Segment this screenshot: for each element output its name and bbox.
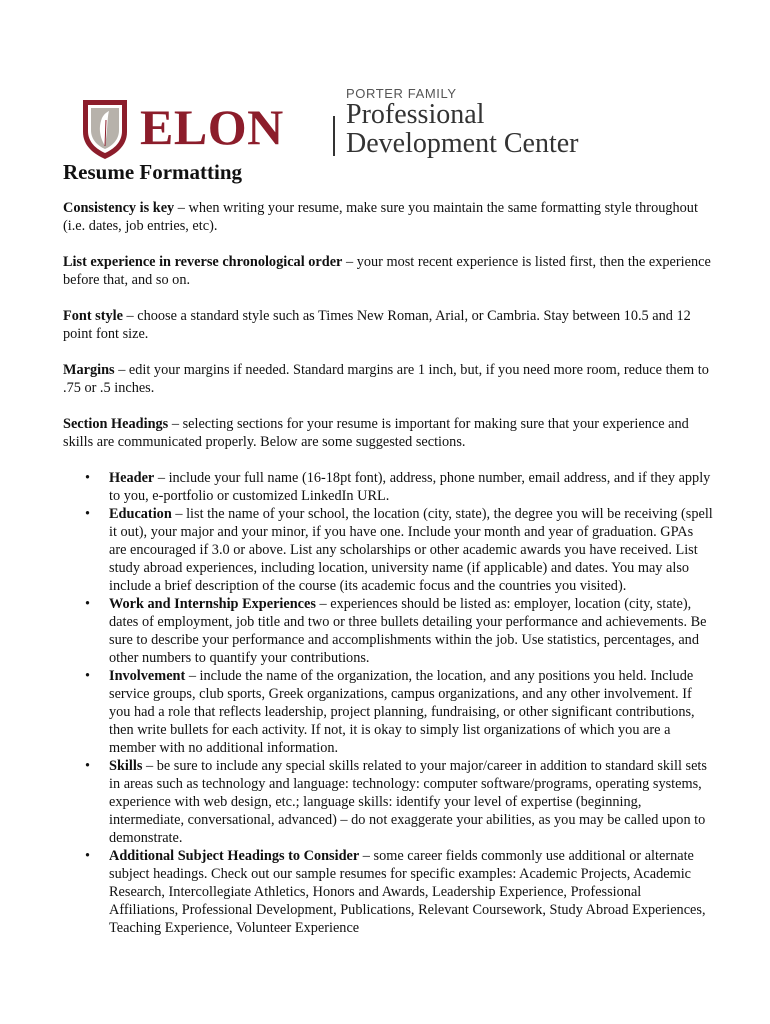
bullet-icon: • <box>85 506 91 522</box>
list-item-work-experience <box>63 595 713 667</box>
paragraph-lead: Consistency is key <box>63 200 175 216</box>
paragraph-lead: Section Headings <box>63 416 169 432</box>
paragraph-lead: Font style <box>63 308 123 324</box>
paragraph-lead: Margins <box>63 362 115 378</box>
paragraph-text: – selecting sections for your resume is important for making sure that your experience and skills are communicated properly. Below are some suggested sections. <box>63 416 689 450</box>
elon-shield-logo-icon <box>80 98 130 160</box>
paragraph-text: – choose a standard style such as Times New Roman, Arial, or Cambria. Stay between 10.5 and 12 point font size. <box>63 308 691 342</box>
paragraph-section-headings <box>63 415 713 451</box>
list-item-lead: Additional Subject Headings to Consider <box>109 848 360 864</box>
center-name-line2: Development Center <box>346 128 579 159</box>
paragraph-chronological <box>63 253 713 289</box>
list-item-text: – list the name of your school, the location (city, state), the degree you will be receiving (spell it out), your major and your minor, if you have one. Include your month and year of graduation. GPAs are encouraged if 3.0 or above. List any scholarships or other academic awards you have received. List study abroad experiences, including location, university name (if applicable) and dates. You may also include a brief description of the course (its academic focus and the countries you visited). <box>109 506 713 594</box>
bullet-icon: • <box>85 848 91 864</box>
list-item-lead: Header <box>109 470 155 486</box>
list-item-lead: Skills <box>109 758 143 774</box>
list-item-involvement <box>63 667 713 757</box>
list-item-education <box>63 505 713 595</box>
list-item-lead: Involvement <box>109 668 186 684</box>
paragraph-font-style <box>63 307 713 343</box>
list-item-lead: Work and Internship Experiences <box>109 596 316 612</box>
list-item-header <box>63 469 713 505</box>
porter-family-label: PORTER FAMILY <box>346 86 457 101</box>
bullet-icon: • <box>85 668 91 684</box>
elon-wordmark: ELON <box>140 99 284 155</box>
list-item-text: – be sure to include any special skills related to your major/career in addition to standard skill sets in areas such as technology and language: technology: computer software/programs, operating systems, experience with web design, etc.; language skills: identify your level of expertise (beginning, intermediate, conversational, advanced) – do not exaggerate your abilities, as you may be called upon to demonstrate. <box>109 758 707 846</box>
list-item-text: – include the name of the organization, the location, and any positions you held. Include service groups, club sports, Greek organizations, campus organizations, and any other involvement. If you had a role that reflects leadership, project planning, fundraising, or other significant contributions, then write bullets for each activity. If not, it is okay to simply list organizations of which you are a member with no additional information. <box>109 668 695 756</box>
list-item-skills <box>63 757 713 847</box>
page-title: Resume Formatting <box>63 160 243 184</box>
suggested-sections-list <box>63 469 713 937</box>
list-item-lead: Education <box>109 506 172 522</box>
header-divider <box>333 116 335 156</box>
list-item-text: – include your full name (16-18pt font), address, phone number, email address, and if they apply to you, e-portfolio or customized LinkedIn URL. <box>109 470 711 504</box>
paragraph-text: – your most recent experience is listed first, then the experience before that, and so on. <box>63 254 711 288</box>
paragraph-margins <box>63 361 713 397</box>
bullet-icon: • <box>85 596 91 612</box>
paragraph-text: – when writing your resume, make sure you maintain the same formatting style throughout (i.e. dates, job entries, etc). <box>63 200 698 234</box>
paragraph-lead: List experience in reverse chronological order <box>63 254 343 270</box>
list-item-text: – some career fields commonly use additional or alternate subject headings. Check out our sample resumes for specific examples: Academic Projects, Academic Research, Intercollegiate Athletics, Honors and Awards, Leadership Experience, Professional Affiliations, Professional Development, Publications, Relevant Coursework, Study Abroad Experiences, Teaching Experience, Volunteer Experience <box>109 848 706 936</box>
list-item-additional-headings <box>63 847 713 937</box>
letterhead <box>80 80 610 170</box>
bullet-icon: • <box>85 470 91 486</box>
center-name-line1: Professional <box>346 99 485 130</box>
bullet-icon: • <box>85 758 91 774</box>
list-item-text: – experiences should be listed as: employer, location (city, state), dates of employment, job title and two or three bullets detailing your performance and achievements. Be sure to describe your performance and accomplishments within the job. Use statistics, percentages, and other numbers to quantify your contributions. <box>109 596 707 666</box>
paragraph-consistency <box>63 199 713 235</box>
document-body <box>63 160 713 937</box>
paragraph-text: – edit your margins if needed. Standard margins are 1 inch, but, if you need more room, reduce them to .75 or .5 inches. <box>63 362 709 396</box>
